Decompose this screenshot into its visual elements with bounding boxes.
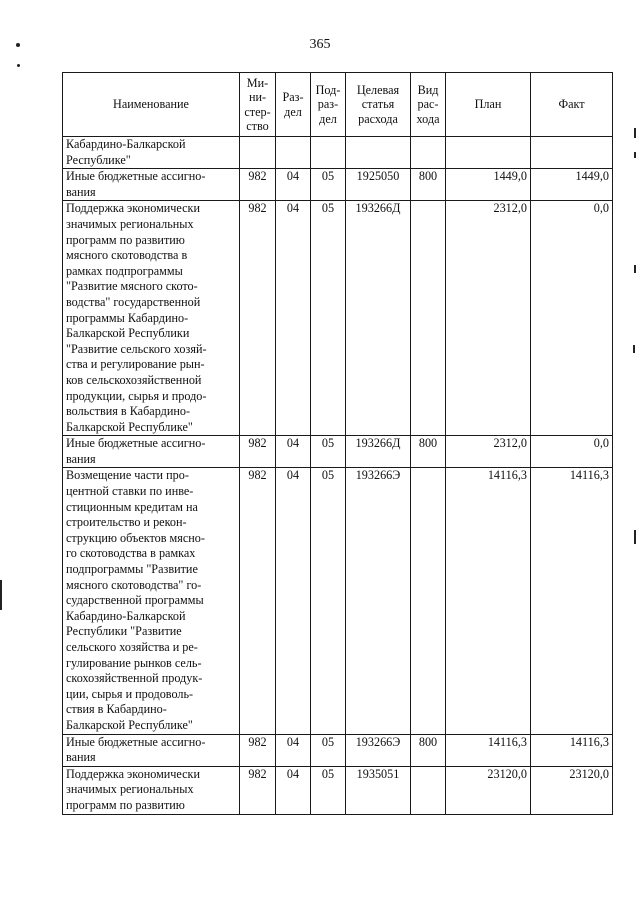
edge-mark — [633, 345, 635, 353]
cell-fact: 0,0 — [531, 436, 613, 468]
cell-subsection: 05 — [311, 169, 346, 201]
cell-expense-type: 800 — [411, 734, 446, 766]
cell-fact: 14116,3 — [531, 468, 613, 734]
cell-expense-type — [411, 137, 446, 169]
table-row — [63, 137, 613, 169]
table-header-row — [63, 73, 613, 137]
cell-name: Иные бюджетные ассигно- вания — [63, 436, 240, 468]
edge-mark — [0, 580, 2, 610]
cell-plan — [446, 137, 531, 169]
cell-expense-type — [411, 766, 446, 814]
table-row — [63, 766, 613, 814]
cell-plan: 14116,3 — [446, 468, 531, 734]
table-row — [63, 734, 613, 766]
cell-target-article: 193266Э — [346, 734, 411, 766]
cell-name: Поддержка экономически значимых региональных программ по развитию — [63, 766, 240, 814]
cell-target-article: 193266Д — [346, 436, 411, 468]
cell-name: Иные бюджетные ассигно- вания — [63, 169, 240, 201]
cell-section: 04 — [276, 766, 311, 814]
cell-target-article: 1925050 — [346, 169, 411, 201]
header-plan: План — [446, 73, 531, 137]
cell-ministry — [240, 137, 276, 169]
cell-name: Иные бюджетные ассигно- вания — [63, 734, 240, 766]
cell-target-article: 1935051 — [346, 766, 411, 814]
header-fact: Факт — [531, 73, 613, 137]
page-number: 365 — [309, 37, 331, 52]
header-target-article: Целевая статья расхода — [346, 73, 411, 137]
cell-subsection: 05 — [311, 766, 346, 814]
cell-fact: 1449,0 — [531, 169, 613, 201]
cell-ministry: 982 — [240, 201, 276, 436]
edge-mark — [634, 128, 636, 138]
cell-fact — [531, 137, 613, 169]
table-row — [63, 201, 613, 436]
margin-dot — [16, 43, 20, 47]
cell-expense-type: 800 — [411, 169, 446, 201]
budget-table — [62, 72, 613, 815]
cell-plan: 1449,0 — [446, 169, 531, 201]
cell-target-article: 193266Э — [346, 468, 411, 734]
cell-subsection: 05 — [311, 201, 346, 436]
edge-mark — [634, 530, 636, 544]
header-expense-type: Вид рас- хода — [411, 73, 446, 137]
cell-plan: 2312,0 — [446, 201, 531, 436]
cell-subsection: 05 — [311, 436, 346, 468]
margin-dot — [17, 64, 20, 67]
cell-target-article: 193266Д — [346, 201, 411, 436]
cell-section: 04 — [276, 169, 311, 201]
cell-subsection — [311, 137, 346, 169]
cell-target-article — [346, 137, 411, 169]
cell-name: Кабардино-Балкарской Республике" — [63, 137, 240, 169]
cell-fact: 23120,0 — [531, 766, 613, 814]
header-subsection: Под- раз- дел — [311, 73, 346, 137]
cell-expense-type — [411, 468, 446, 734]
edge-mark — [634, 265, 636, 273]
cell-name: Поддержка экономически значимых региональных программ по развитию мясного скотоводства в рамках подпрограммы "Развитие мясного ското- водства" государственной программы Кабардино- Балкарской Республики "Развитие сельского хозяй- ства и регулирование рын- ков сельскохозяйственной продукции, сырья и продо- вольствия в Кабардино- Балкарской Республике" — [63, 201, 240, 436]
cell-fact: 14116,3 — [531, 734, 613, 766]
header-section: Раз- дел — [276, 73, 311, 137]
cell-ministry: 982 — [240, 734, 276, 766]
table-row — [63, 169, 613, 201]
header-ministry: Ми- ни- стер- ство — [240, 73, 276, 137]
cell-plan: 2312,0 — [446, 436, 531, 468]
cell-ministry: 982 — [240, 169, 276, 201]
cell-expense-type — [411, 201, 446, 436]
table-row — [63, 468, 613, 734]
table-row — [63, 436, 613, 468]
header-name: Наименование — [63, 73, 240, 137]
cell-section: 04 — [276, 468, 311, 734]
edge-mark — [634, 152, 636, 158]
cell-section: 04 — [276, 201, 311, 436]
cell-subsection: 05 — [311, 734, 346, 766]
cell-ministry: 982 — [240, 436, 276, 468]
cell-name: Возмещение части про- центной ставки по инве- стиционным кредитам на строительство и рекон- струкцию объектов мясно- го скотоводства в рамках подпрограммы "Развитие мясного скотоводства" го- сударственной программы Кабардино-Балкарской Республики "Развитие сельского хозяйства и ре- гулирование рынков сель- скохозяйственной продук- ции, сырья и продоволь- ствия в Кабардино- Балкарской Республике" — [63, 468, 240, 734]
cell-plan: 23120,0 — [446, 766, 531, 814]
cell-plan: 14116,3 — [446, 734, 531, 766]
cell-expense-type: 800 — [411, 436, 446, 468]
cell-section — [276, 137, 311, 169]
cell-ministry: 982 — [240, 468, 276, 734]
cell-fact: 0,0 — [531, 201, 613, 436]
cell-section: 04 — [276, 734, 311, 766]
cell-subsection: 05 — [311, 468, 346, 734]
cell-section: 04 — [276, 436, 311, 468]
cell-ministry: 982 — [240, 766, 276, 814]
